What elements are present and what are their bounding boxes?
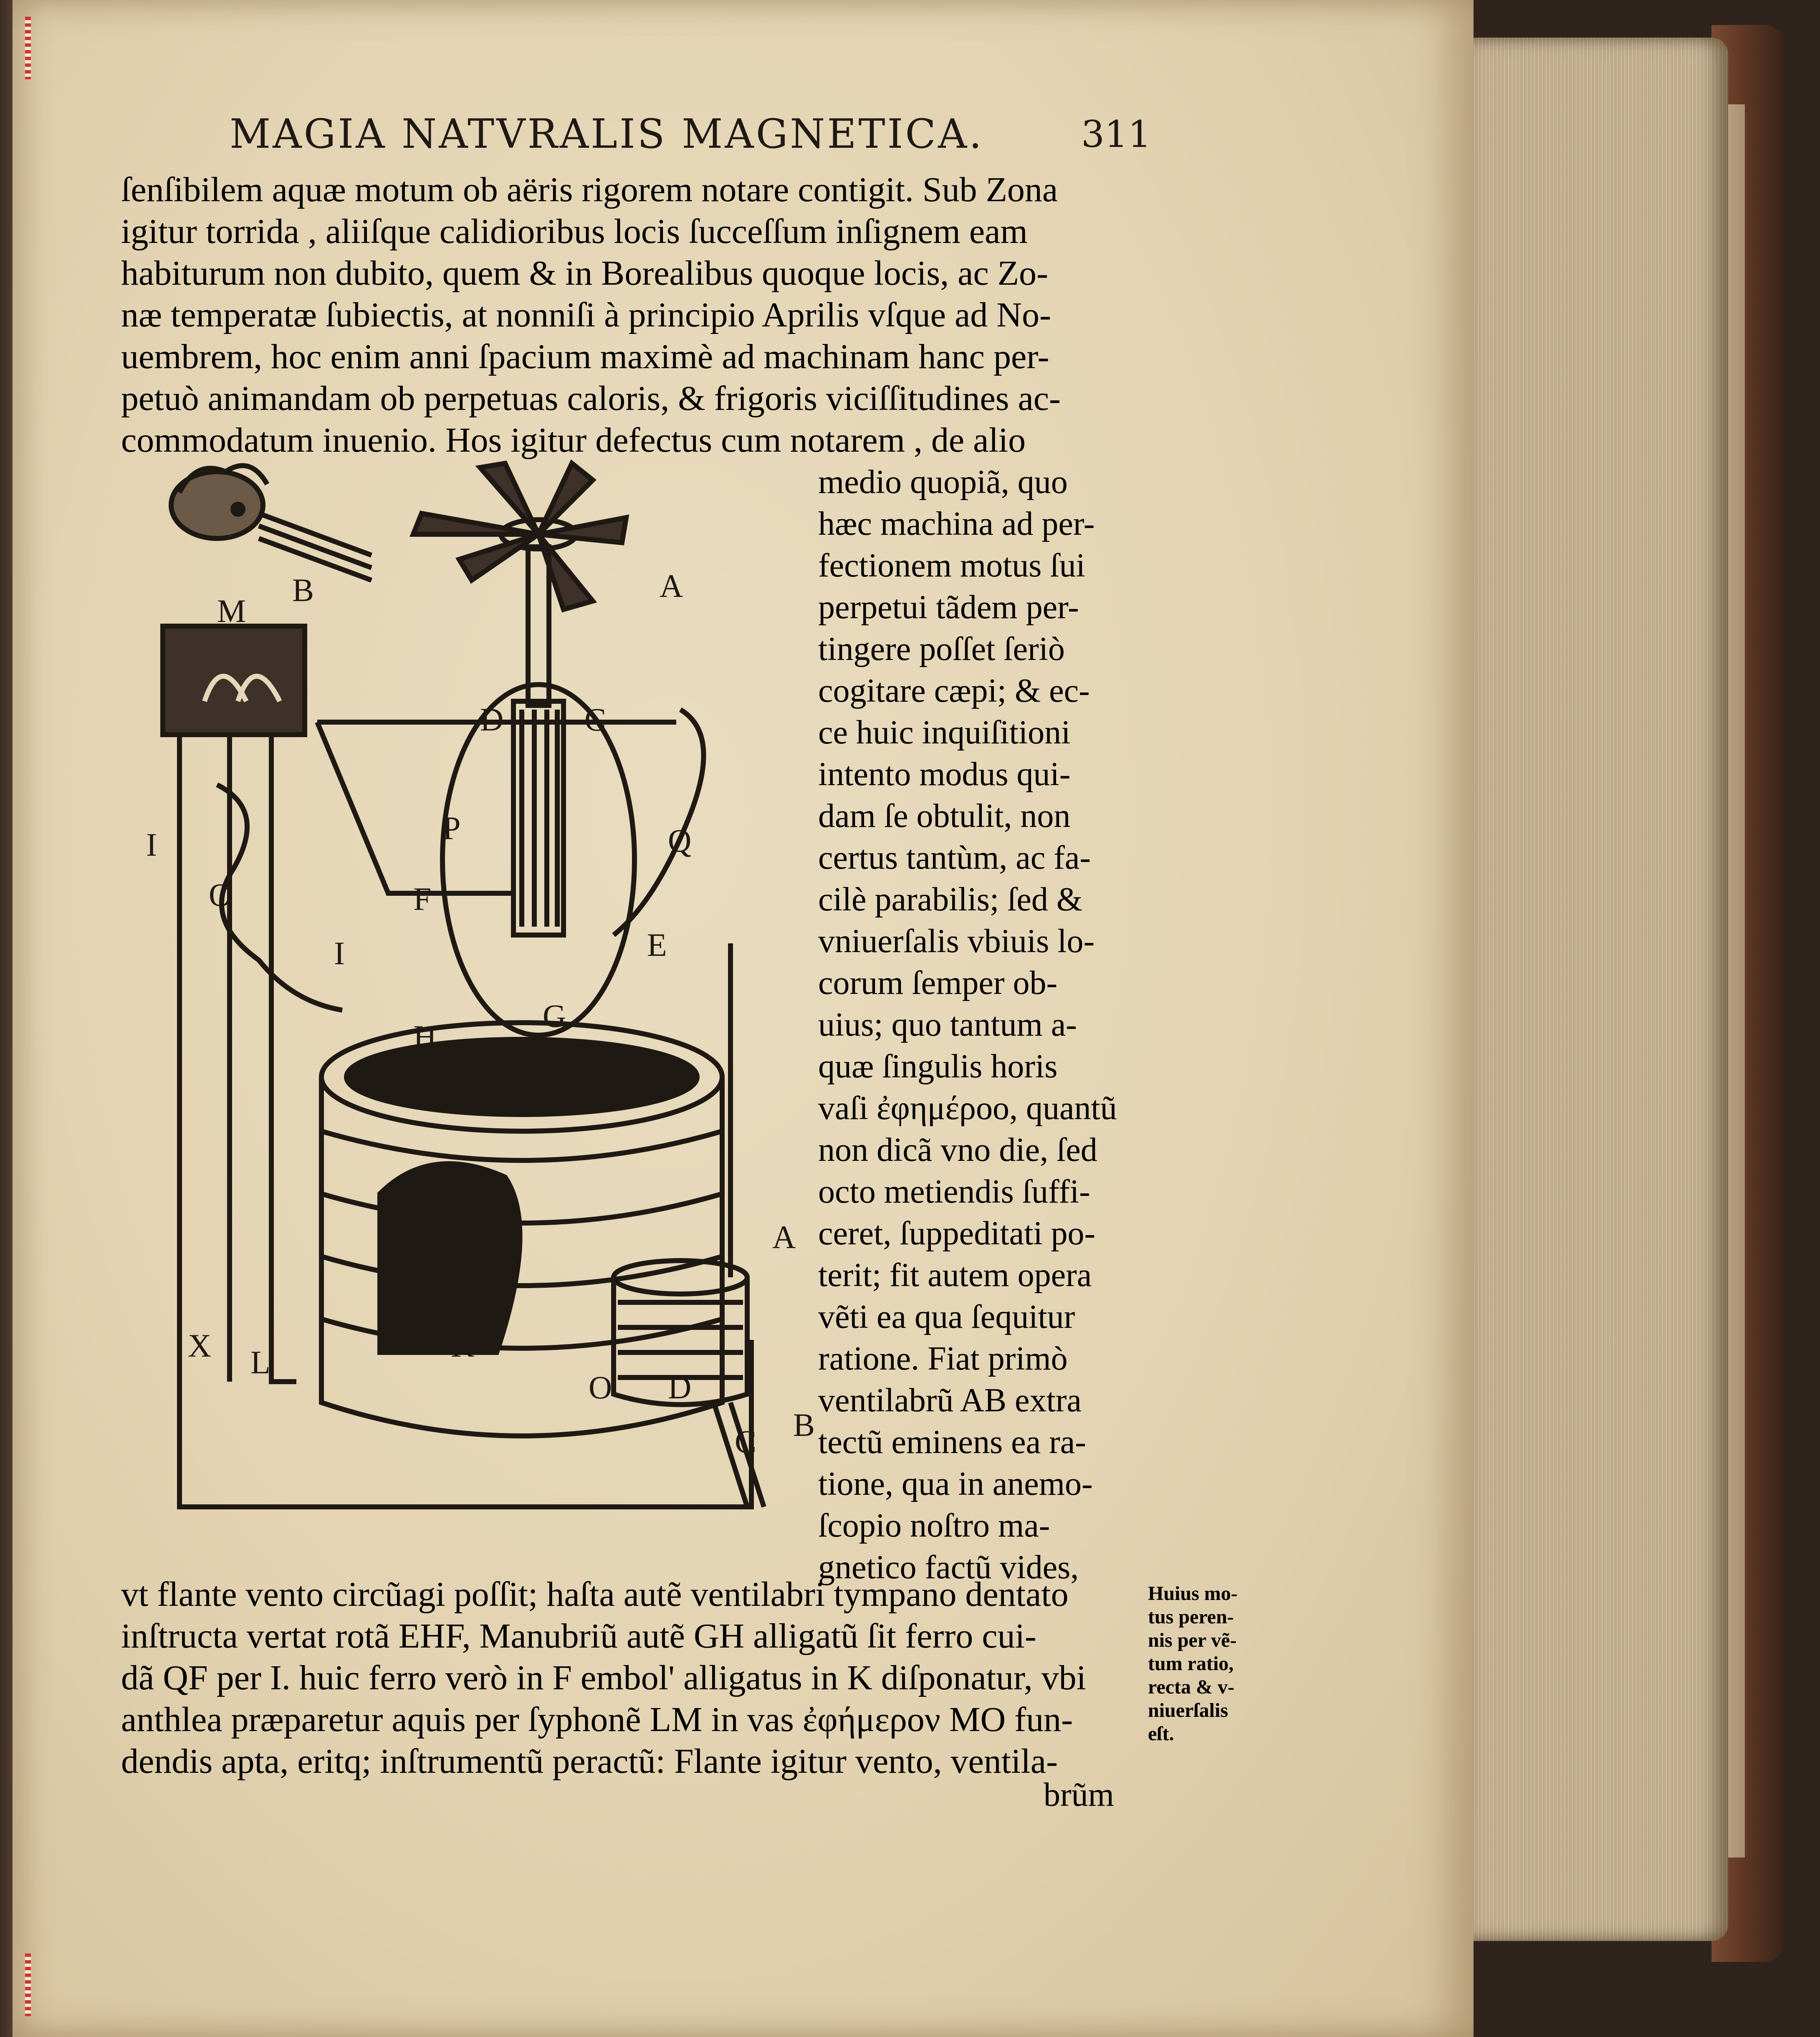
label-O: O bbox=[589, 1369, 612, 1405]
label-G: G bbox=[543, 998, 566, 1034]
label-X: X bbox=[188, 1327, 212, 1364]
side-line: tione, qua in anemo- bbox=[818, 1466, 1093, 1502]
label-K: K bbox=[451, 1327, 475, 1364]
catchword: brũm bbox=[1044, 1777, 1114, 1813]
marginal-line: nis per vẽ- bbox=[1148, 1629, 1237, 1651]
label-Q: Q bbox=[668, 822, 692, 859]
side-line: tectũ eminens ea ra- bbox=[818, 1424, 1086, 1461]
side-line: vẽti ea qua ſequitur bbox=[818, 1299, 1075, 1335]
side-line: ce huic inquiſitioni bbox=[818, 714, 1071, 751]
paragraph-line: igitur torrida , aliiſque calidioribus locis ſucceſſum inſignem eam bbox=[121, 212, 1028, 251]
bottom-line: dã QF per I. huic ferro verò in F embol' alligatus in K diſponatur, vbi bbox=[121, 1658, 1086, 1697]
side-line: dam ſe obtulit, non bbox=[818, 798, 1071, 834]
label-I: I bbox=[334, 935, 345, 971]
label-A: A bbox=[660, 568, 683, 604]
wind-head-icon bbox=[171, 465, 267, 538]
side-line: cogitare cæpi; & ec- bbox=[818, 672, 1090, 709]
side-line: certus tantùm, ac fa- bbox=[818, 839, 1091, 876]
label-I: I bbox=[146, 826, 157, 863]
side-line: quæ ſingulis horis bbox=[818, 1048, 1058, 1085]
scroll-ornament-left bbox=[217, 785, 342, 1010]
bottom-line: vt flante vento circũagi poſſit; haſta autẽ ventilabri tympano dentato bbox=[121, 1575, 1069, 1614]
windmill-blades-icon bbox=[413, 463, 626, 609]
paragraph-line: ſenſibilem aquæ motum ob aëris rigorem notare contigit. Sub Zona bbox=[121, 170, 1058, 209]
paragraph-line: petuò animandam ob perpetuas caloris, & frigoris viciſſitudines ac- bbox=[121, 379, 1061, 418]
paragraph-line: habiturum non dubito, quem & in Borealibus quoque locis, ac Zo- bbox=[121, 254, 1048, 293]
book-page bbox=[13, 0, 1474, 2037]
label-C: C bbox=[584, 701, 607, 738]
page-fore-edge bbox=[1461, 38, 1728, 1941]
side-line: non dicã vno die, ſed bbox=[818, 1132, 1097, 1168]
binding-thread bbox=[25, 17, 31, 79]
label-F: F bbox=[413, 881, 432, 917]
side-line: perpetui tãdem per- bbox=[818, 589, 1079, 626]
side-line: ceret, ſuppeditati po- bbox=[818, 1215, 1096, 1252]
vessel-O bbox=[614, 943, 764, 1507]
label-E: E bbox=[647, 927, 667, 963]
side-line: cilè parabilis; ſed & bbox=[818, 881, 1083, 918]
bottom-line: inſtructa vertat rotã EHF, Manubriũ autẽ GH alligatũ ſit ferro cui- bbox=[121, 1617, 1036, 1655]
label-D: D bbox=[668, 1369, 692, 1405]
side-line: ratione. Fiat primò bbox=[818, 1340, 1068, 1377]
marginal-line: tus peren- bbox=[1148, 1606, 1234, 1628]
side-line: gnetico factũ vides, bbox=[818, 1549, 1079, 1586]
marginal-line: niuerſalis bbox=[1148, 1699, 1228, 1721]
marginal-line: eſt. bbox=[1148, 1723, 1174, 1745]
side-line: hæc machina ad per- bbox=[818, 505, 1095, 542]
paragraph-line: commodatum inuenio. Hos igitur defectus cum notarem , de alio bbox=[121, 421, 1026, 460]
lever-frame bbox=[317, 722, 676, 893]
side-line: ventilabrũ AB extra bbox=[818, 1382, 1082, 1419]
side-line: intento modus qui- bbox=[818, 756, 1071, 793]
side-line: ſcopio noſtro ma- bbox=[818, 1507, 1050, 1544]
paragraph-line: uembrem, hoc enim anni ſpacium maximè ad machinam hanc per- bbox=[121, 337, 1049, 376]
shaft bbox=[528, 547, 549, 705]
label-B: B bbox=[793, 1407, 815, 1443]
marginal-line: tum ratio, bbox=[1148, 1653, 1234, 1675]
marginal-line: recta & v- bbox=[1148, 1676, 1234, 1698]
outer-frame bbox=[179, 735, 751, 1507]
label-O: O bbox=[209, 877, 233, 913]
side-line: fectionem motus ſui bbox=[818, 547, 1085, 584]
label-D: D bbox=[480, 701, 504, 738]
label-H: H bbox=[413, 1019, 437, 1055]
paragraph-line: næ temperatæ ſubiectis, at nonniſi à principio Aprilis vſque ad No- bbox=[121, 296, 1051, 334]
side-line: vniuerſalis vbiuis lo- bbox=[818, 923, 1095, 960]
bottom-line: anthlea præparetur aquis per ſyphonẽ LM in vas ἐφήμερον MO fun- bbox=[121, 1700, 1073, 1739]
label-L: L bbox=[250, 1344, 270, 1380]
label-A: A bbox=[772, 1219, 796, 1255]
bottom-line: dendis apta, eritq; inſtrumentũ peractũ: Flante igitur vento, ventila- bbox=[121, 1742, 1058, 1781]
side-line: corum ſemper ob- bbox=[818, 965, 1058, 1001]
label-M: M bbox=[217, 593, 246, 629]
side-line: medio quopiã, quo bbox=[818, 464, 1068, 500]
stone-well bbox=[321, 1023, 722, 1436]
marginal-line: Huius mo- bbox=[1148, 1582, 1238, 1605]
side-line: uius; quo tantum a- bbox=[818, 1006, 1077, 1043]
wind-blast-lines bbox=[259, 513, 372, 580]
folio-number: 311 bbox=[1081, 113, 1151, 156]
woodcut-illustration bbox=[146, 442, 831, 1561]
label-C: C bbox=[735, 1423, 757, 1460]
label-B: B bbox=[292, 572, 314, 608]
woodcut-svg bbox=[146, 442, 831, 1561]
label-P: P bbox=[442, 810, 461, 846]
side-line: octo metiendis ſuffi- bbox=[818, 1173, 1090, 1210]
side-line: terit; fit autem opera bbox=[818, 1257, 1092, 1294]
binding-thread bbox=[25, 1954, 31, 2016]
side-line: vaſi ἐφημέροο, quantũ bbox=[818, 1090, 1117, 1127]
running-head: MAGIA NATVRALIS MAGNETICA. bbox=[230, 111, 984, 157]
side-line: tingere poſſet ſeriò bbox=[818, 631, 1065, 667]
